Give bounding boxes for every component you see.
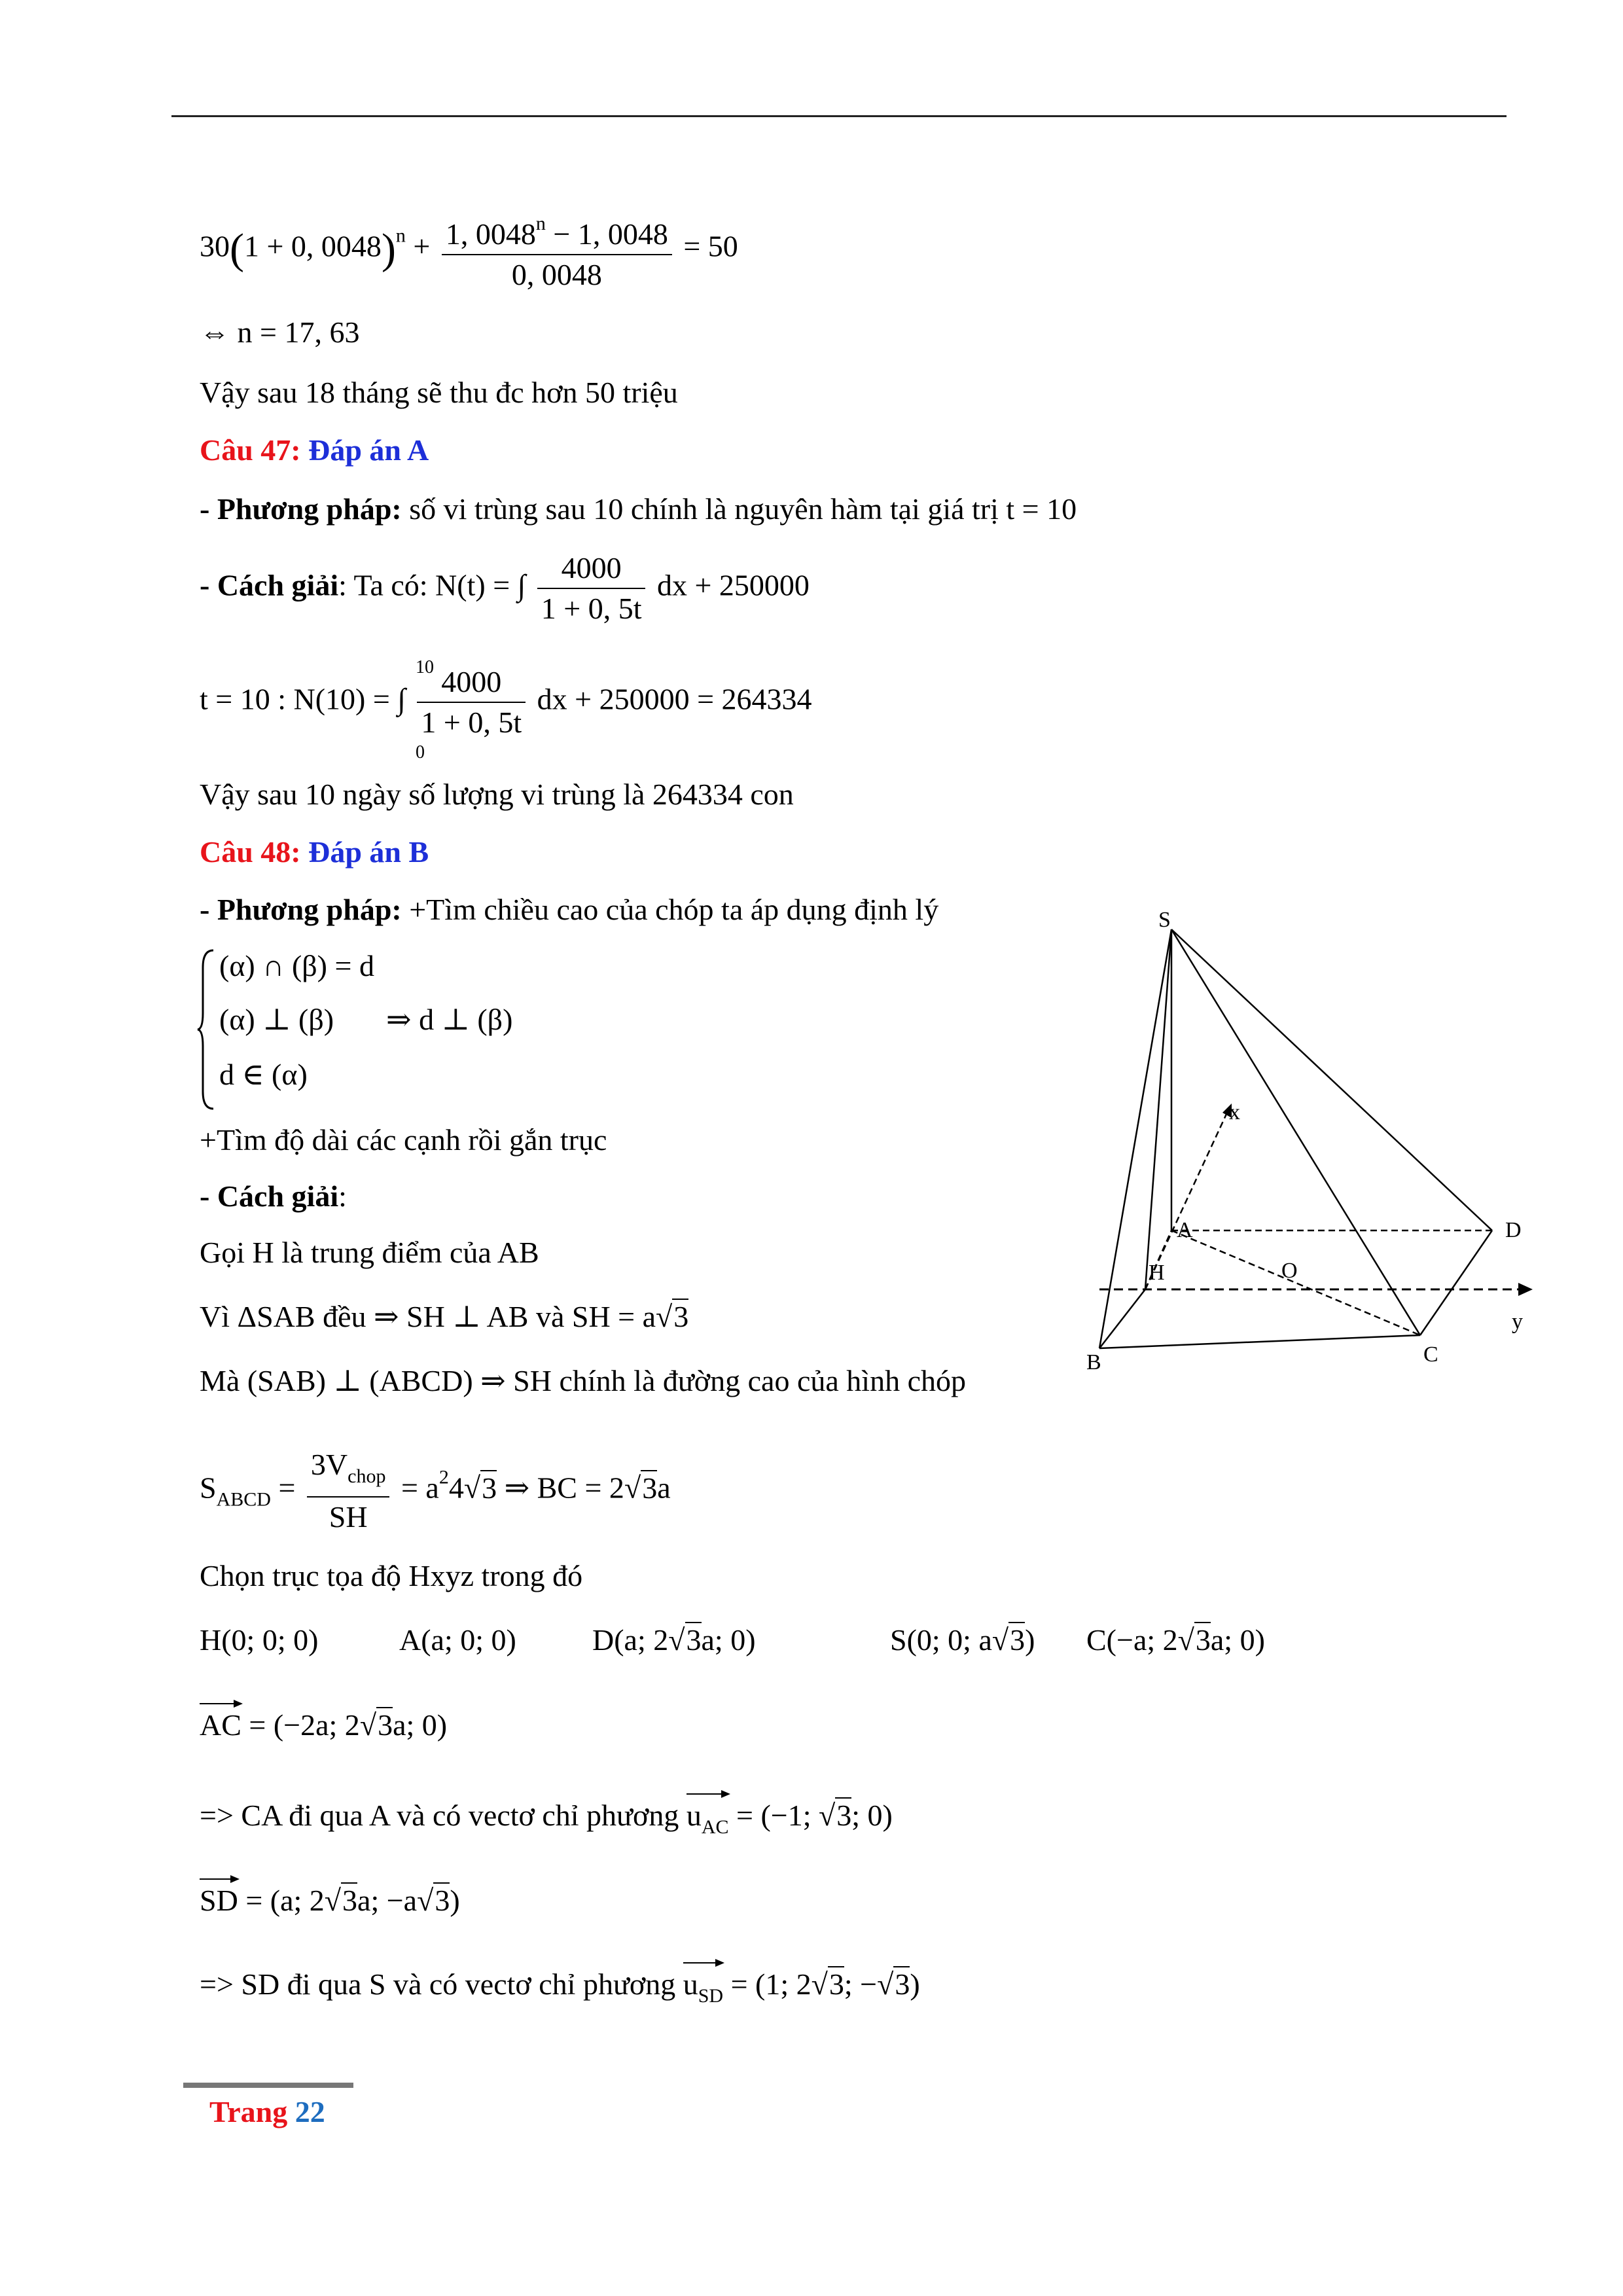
header-rule [171,115,1507,117]
line-ca: => CA đi qua A và có vectơ chỉ phương $u_{AC} = (-1$; √3; 0) [200,1797,893,1846]
label-d: D [1505,1218,1522,1242]
integral-upper: 10 [416,657,434,677]
page-footer: Trang 22 [209,2095,325,2128]
label-o: O [1281,1259,1298,1283]
edge-dc [1420,1230,1492,1335]
q47-method: - Phương pháp: số vi trùng sau 10 chính là nguyên hàm tại giá trị t = 10 [200,492,1077,526]
system-row-3: d ∈ (α) [219,1058,308,1091]
label-y: y [1512,1310,1523,1334]
label-h: H [1149,1261,1165,1285]
line-sd: => SD đi qua S và có vectơ chỉ phương $u_{SD} = (1$; 2√3; −√3) [200,1966,920,2015]
edge-bh [1099,1289,1145,1348]
vector-ac: AC = (−2a; 2√3a; 0) [200,1707,447,1744]
system-brace [196,948,216,1111]
question-48-heading: Câu 48: Đáp án B [200,835,429,869]
q48-method: - Phương pháp: +Tìm chiều cao của chóp ta áp dụng định lý [200,893,939,926]
coord-c: C(−a; 2√3a; 0) [1086,1623,1265,1657]
coord-a: A(a; 0; 0) [399,1623,516,1657]
edge-sh [1145,929,1171,1289]
label-x: x [1229,1100,1240,1124]
coord-s: S(0; 0; a√3) [890,1623,1035,1657]
equation-n: ⇔ n = 17, 63 [200,315,360,349]
q47-result: Vậy sau 10 ngày số lượng vi trùng là 264334 con [200,778,794,811]
question-47-heading: Câu 47: Đáp án A [200,433,429,467]
edge-sb [1099,929,1171,1348]
eq-fraction: $\frac{1, 0048^n - 1, 0048}{0, 0048}$ [442,204,672,295]
conclusion-months: Vậy sau 18 tháng sẽ thu đc hơn 50 triệu [200,376,678,409]
q48-solution-label: - Cách giải: [200,1179,347,1213]
q47-solution: - Cách giải: Ta có: N(t) = ∫ $\frac{4000}{1 + 0, 5t}$ dx + 250000 [200,548,810,628]
eq-exp: n [395,224,406,247]
eq-rhs: = 50 [683,229,738,263]
vector-sd: SD = (a; 2√3a; −a√3) [200,1882,460,1919]
system-row-1: (α) ∩ (β) = d [219,949,374,982]
pyramid-diagram [1060,903,1558,1388]
step-axis: +Tìm độ dài các cạnh rồi gắn trục [200,1123,607,1157]
edge-sd [1171,929,1492,1230]
equation-sum: 30(1 + 0, 0048)$^n$ + $\frac{1, 0048^n - 1, 0048}{0, 0048}$ = 50 [200,204,738,295]
area-equation: $S_{ABCD}$ = $\frac{3V_{chop}}{SH}$ = $a^24√3$ ⇒ BC = 2√3a [200,1445,671,1537]
eq-base: 1 + 0, 0048 [243,229,382,263]
q47-calculation: t = 10 : N(10) = ∫ 10 0 $\frac{4000}{1 + 0, 5t}$ dx + 250000 = 264334 [200,662,812,742]
label-s: S [1158,908,1171,932]
integral-lower: 0 [416,742,425,762]
eq-coef: 30 [200,229,230,263]
label-b: B [1086,1350,1101,1374]
coord-d: D(a; 2√3a; 0) [592,1623,756,1657]
sab-equilateral: Vì ΔSAB đều ⇒ SH ⊥ AB và SH = a√3 [200,1300,689,1333]
edge-bc [1099,1335,1420,1348]
label-c: C [1423,1342,1438,1367]
choose-axes: Chọn trục tọa độ Hxyz trong đó [200,1559,583,1592]
system-row-2: (α) ⊥ (β) ⇒ d ⊥ (β) [219,1003,513,1036]
footer-rule [183,2083,353,2088]
height-statement: Mà (SAB) ⊥ (ABCD) ⇒ SH chính là đường cao của hình chóp [200,1364,967,1397]
label-a: A [1177,1218,1193,1242]
coord-h: H(0; 0; 0) [200,1623,319,1657]
axis-y-arrow [1518,1283,1533,1296]
h-midpoint: Gọi H là trung điểm của AB [200,1236,539,1269]
edge-ac [1171,1230,1420,1335]
